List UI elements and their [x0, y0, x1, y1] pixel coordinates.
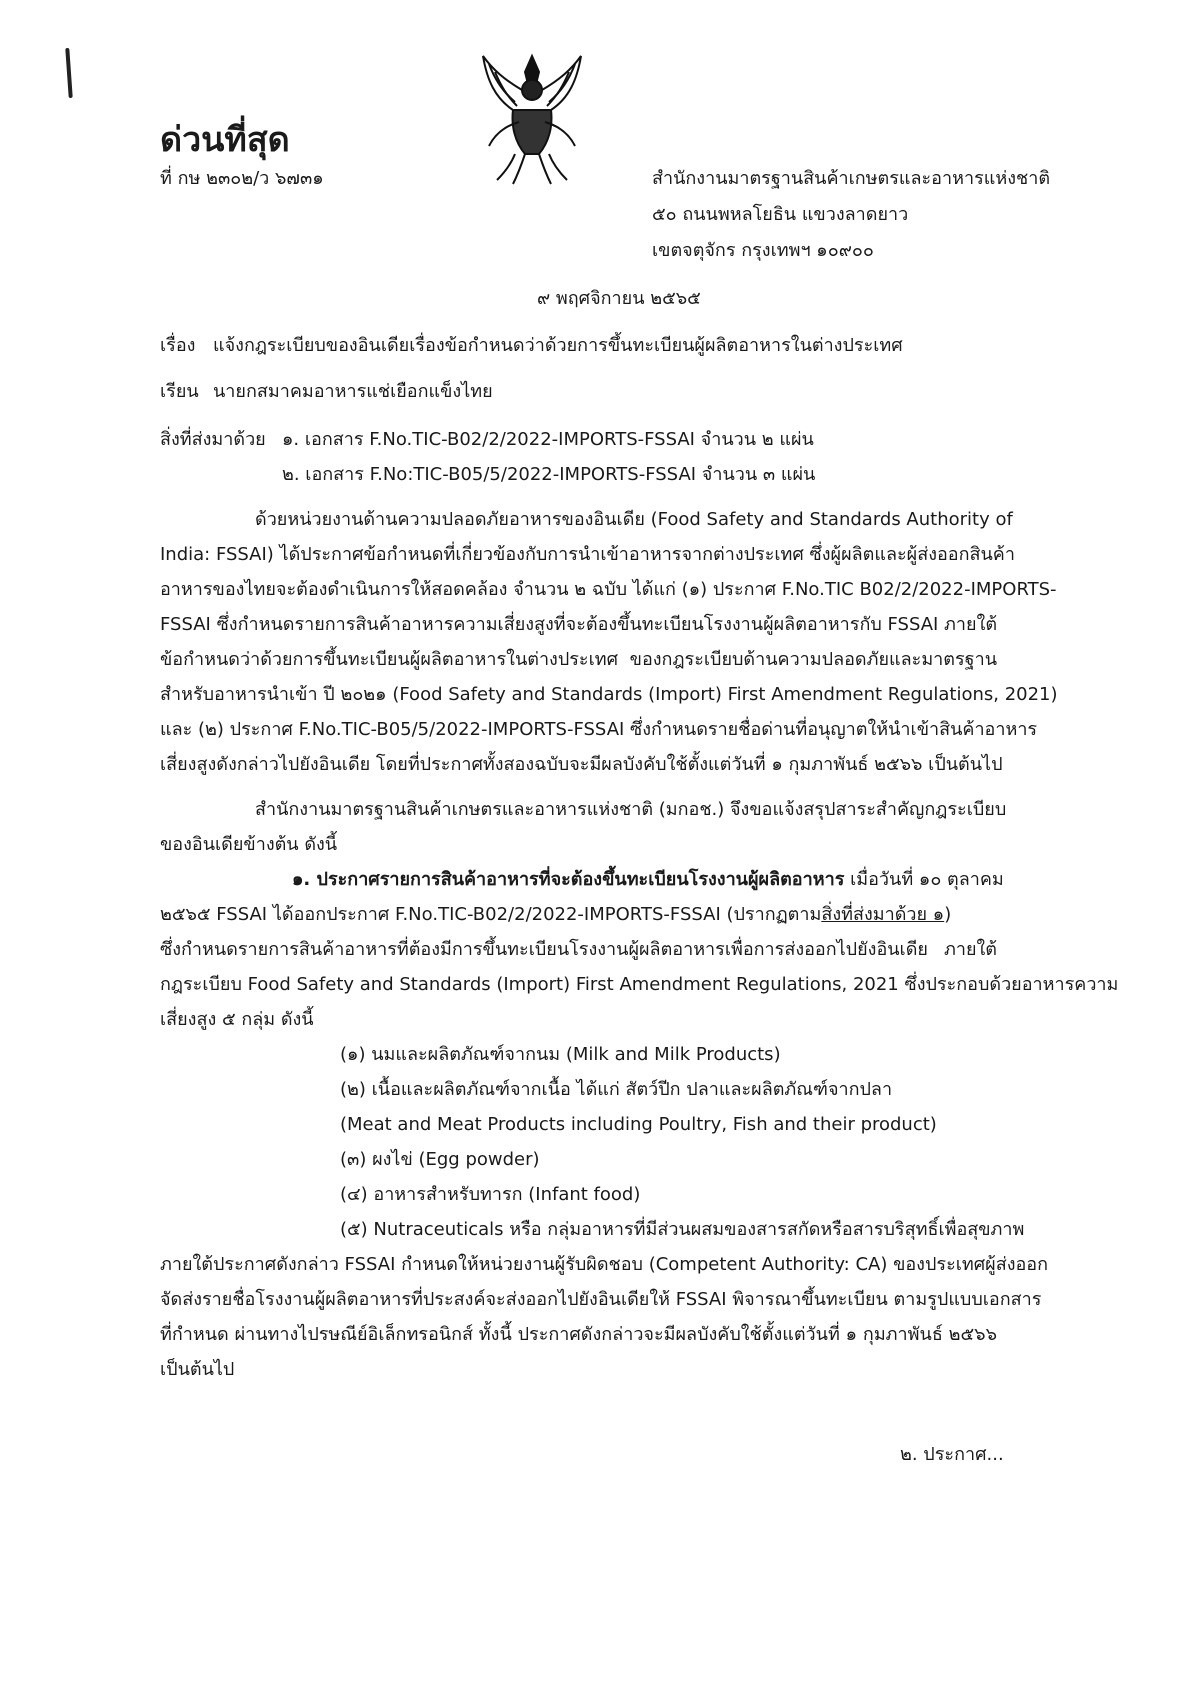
section-1-date: เมื่อวันที่ ๑๐ ตุลาคม [850, 869, 1004, 890]
reference-number: ที่ กษ ๒๓๐๒/ว ๖๗๓๑ [160, 168, 324, 189]
body-line: ภายใต้ประกาศดังกล่าว FSSAI กำหนดให้หน่วยงานผู้รับผิดชอบ (Competent Authority: CA) ของประเทศผู้ส่งออก [160, 1254, 1049, 1275]
document-date: ๙ พฤศจิกายน ๒๕๖๕ [537, 288, 701, 309]
subject-text: แจ้งกฎระเบียบของอินเดียเรื่องข้อกำหนดว่าด้วยการขึ้นทะเบียนผู้ผลิตอาหารในต่างประเทศ [213, 335, 903, 356]
body-line: กฎระเบียบ Food Safety and Standards (Import) First Amendment Regulations, 2021 ซึ่งประกอบด้วยอาหารความ [160, 974, 1119, 995]
section-heading [292, 868, 1004, 892]
body-line: ที่กำหนด ผ่านทางไปรษณีย์อิเล็กทรอนิกส์ ทั้งนี้ ประกาศดังกล่าวจะมีผลบังคับใช้ตั้งแต่วันที่ ๑ กุมภาพันธ์ ๒๕๖๖ [160, 1324, 997, 1345]
page-continuation: ๒. ประกาศ... [900, 1444, 1004, 1465]
body-line: เป็นต้นไป [160, 1359, 235, 1380]
org-address-line-2: เขตจตุจักร กรุงเทพฯ ๑๐๙๐๐ [652, 240, 874, 261]
addressee-text: นายกสมาคมอาหารแช่เยือกแข็งไทย [213, 381, 493, 402]
section-1-line-2: ๒๕๖๕ FSSAI ได้ออกประกาศ F.No.TIC-B02/2/2022-IMPORTS-FSSAI (ปรากฏตาม [160, 904, 822, 925]
handwritten-stroke [65, 48, 72, 98]
body-line: เสี่ยงสูงดังกล่าวไปยังอินเดีย โดยที่ประกาศทั้งสองฉบับจะมีผลบังคับใช้ตั้งแต่วันที่ ๑ กุมภาพันธ์ ๒๕๖๖ เป็นต้นไป [160, 754, 1003, 775]
list-item: (๒) เนื้อและผลิตภัณฑ์จากเนื้อ ได้แก่ สัตว์ปีก ปลาและผลิตภัณฑ์จากปลา [340, 1079, 893, 1100]
list-item: (๓) ผงไข่ (Egg powder) [340, 1149, 540, 1170]
body-line: ของอินเดียข้างต้น ดังนี้ [160, 834, 338, 855]
subject-label: เรื่อง [160, 335, 196, 356]
list-item: (๕) Nutraceuticals หรือ กลุ่มอาหารที่มีส่วนผสมของสารสกัดหรือสารบริสุทธิ์เพื่อสุขภาพ [340, 1219, 1025, 1240]
body-line: สำนักงานมาตรฐานสินค้าเกษตรและอาหารแห่งชาติ (มกอช.) จึงขอแจ้งสรุปสาระสำคัญกฎระเบียบ [255, 799, 1007, 820]
enclosure-reference: สิ่งที่ส่งมาด้วย ๑ [821, 904, 945, 925]
enclosure-item: ๑. เอกสาร F.No.TIC-B02/2/2022-IMPORTS-FSSAI จำนวน ๒ แผ่น [282, 429, 814, 450]
list-item: (๑) นมและผลิตภัณฑ์จากนม (Milk and Milk Products) [340, 1044, 781, 1065]
garuda-emblem-icon [475, 50, 590, 188]
body-line: อาหารของไทยจะต้องดำเนินการให้สอดคล้อง จำนวน ๒ ฉบับ ได้แก่ (๑) ประกาศ F.No.TIC B02/2/2022-IMPORTS- [160, 579, 1057, 600]
closing-paren: ) [944, 904, 952, 925]
body-line: และ (๒) ประกาศ F.No.TIC-B05/5/2022-IMPORTS-FSSAI ซึ่งกำหนดรายชื่อด่านที่อนุญาตให้นำเข้าสินค้าอาหาร [160, 719, 1038, 740]
body-line: เสี่ยงสูง ๕ กลุ่ม ดังนี้ [160, 1009, 314, 1030]
body-line: ข้อกำหนดว่าด้วยการขึ้นทะเบียนผู้ผลิตอาหารในต่างประเทศ ของกฎระเบียบด้านความปลอดภัยและมาตรฐาน [160, 649, 997, 670]
section-1-title: ๑. ประกาศรายการสินค้าอาหารที่จะต้องขึ้นทะเบียนโรงงานผู้ผลิตอาหาร [292, 869, 845, 890]
enclosures-label: สิ่งที่ส่งมาด้วย [160, 429, 266, 450]
addressee-label: เรียน [160, 381, 199, 402]
body-line: FSSAI ซึ่งกำหนดรายการสินค้าอาหารความเสี่ยงสูงที่จะต้องขึ้นทะเบียนโรงงานผู้ผลิตอาหารกับ FSSAI ภายใต้ [160, 614, 998, 635]
body-line: India: FSSAI) ได้ประกาศข้อกำหนดที่เกี่ยวข้องกับการนำเข้าอาหารจากต่างประเทศ ซึ่งผู้ผลิตและผู้ส่งออกสินค้า [160, 544, 1015, 565]
body-line: สำหรับอาหารนำเข้า ปี ๒๐๒๑ (Food Safety and Standards (Import) First Amendment Regulations, 2021) [160, 684, 1058, 705]
org-name: สำนักงานมาตรฐานสินค้าเกษตรและอาหารแห่งชาติ [652, 168, 1051, 189]
body-line: จัดส่งรายชื่อโรงงานผู้ผลิตอาหารที่ประสงค์จะส่งออกไปยังอินเดียให้ FSSAI พิจารณาขึ้นทะเบียน ตามรูปแบบเอกสาร [160, 1289, 1042, 1310]
body-line: ด้วยหน่วยงานด้านความปลอดภัยอาหารของอินเดีย (Food Safety and Standards Authority of [255, 509, 1013, 530]
body-line [160, 903, 951, 927]
org-address-line-1: ๕๐ ถนนพหลโยธิน แขวงลาดยาว [652, 204, 909, 225]
enclosure-item: ๒. เอกสาร F.No:TIC-B05/5/2022-IMPORTS-FSSAI จำนวน ๓ แผ่น [282, 464, 816, 485]
list-item: (๔) อาหารสำหรับทารก (Infant food) [340, 1184, 641, 1205]
body-line: ซึ่งกำหนดรายการสินค้าอาหารที่ต้องมีการขึ้นทะเบียนโรงงานผู้ผลิตอาหารเพื่อการส่งออกไปยังอินเดีย ภายใต้ [160, 939, 997, 960]
list-item: (Meat and Meat Products including Poultry, Fish and their product) [340, 1114, 937, 1135]
urgency-label: ด่วนที่สุด [160, 120, 290, 160]
